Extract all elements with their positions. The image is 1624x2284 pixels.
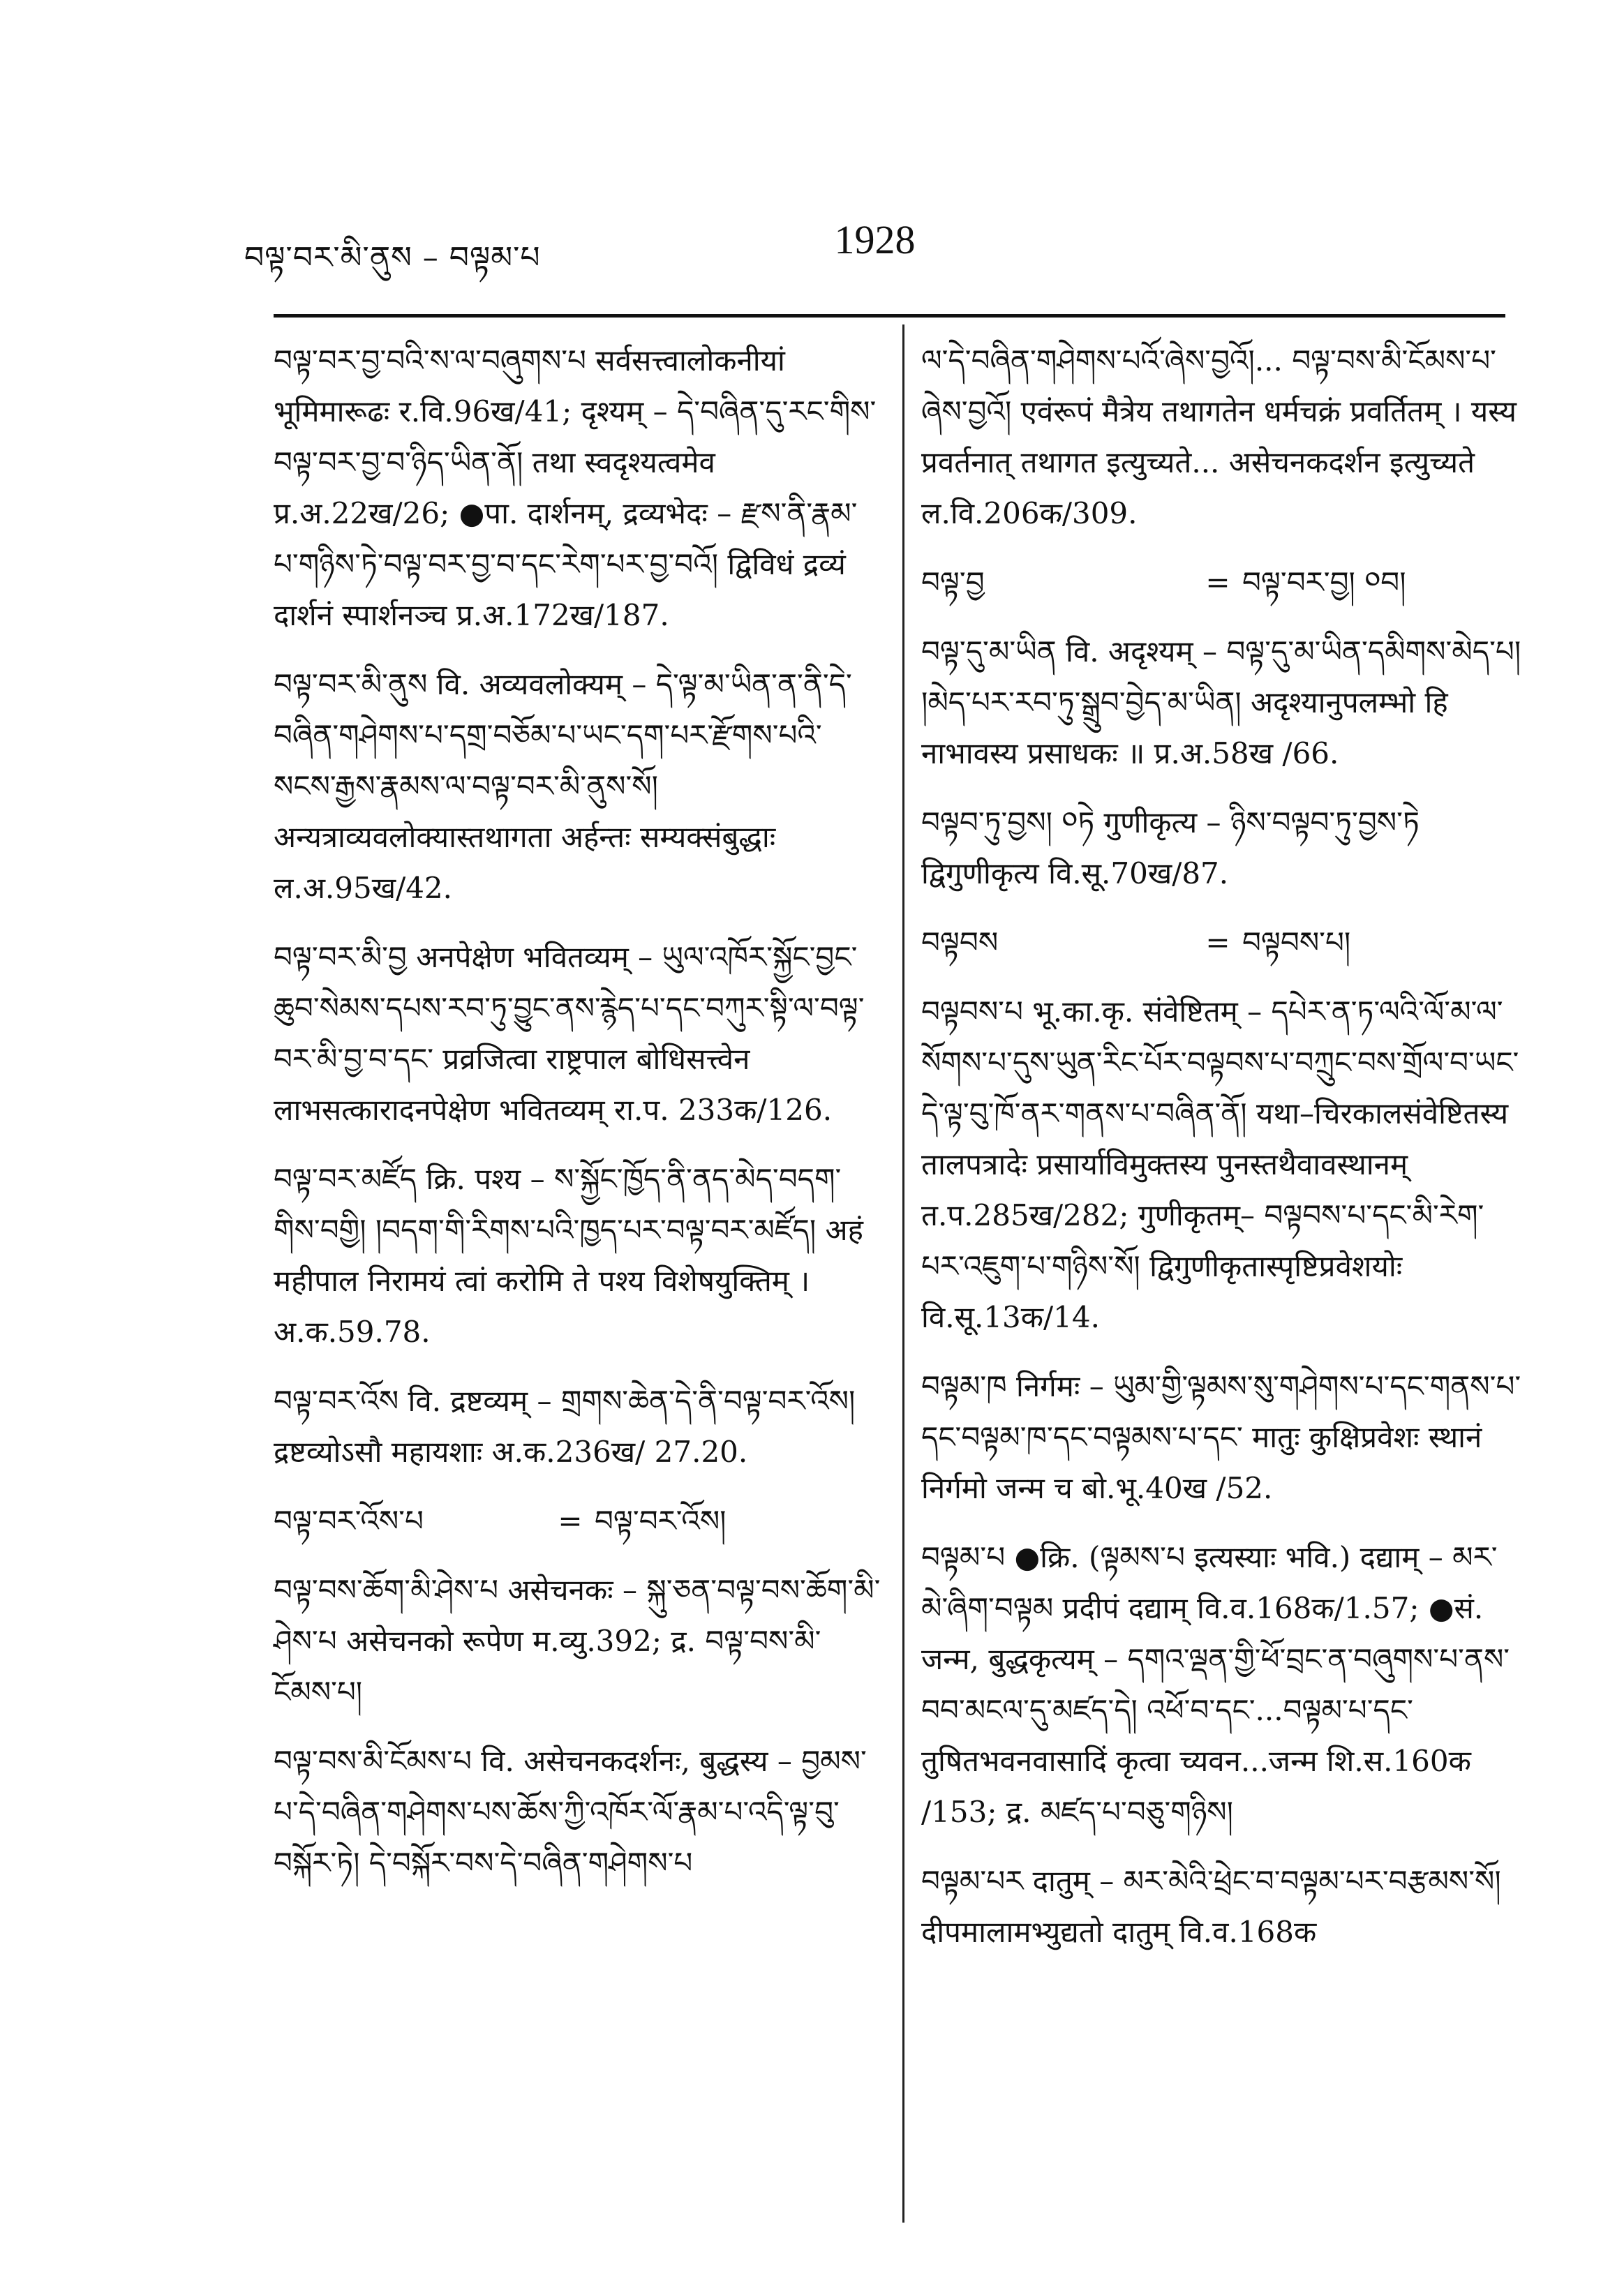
dictionary-entry: བལྟམ་ཁ निर्गमः – ཡུམ་གྱི་ལྟམས་སུ་གཤེགས་པ་དང་གནས་པ་དང་བལྟམ་ཁ་དང་བལྟམས་པ་དང་ मातुः कुक्षिप्रवेशः स्थानं निर्गमो जन्म च बो.भू.40ख /52. [921, 1369, 1521, 1505]
xref-headword: བལྟབས [921, 925, 999, 960]
dictionary-entry: བལྟ་བར་མི་བྱ अनपेक्षेण भवितव्यम् – ཡུལ་འཁོར་སྐྱོང་བྱང་ཆུབ་སེམས་དཔས་རབ་ཏུ་བྱུང་ནས་རྙེད་པ་དང་བཀུར་སྟི་ལ་བལྟ་བར་མི་བྱ་བ་དང་ प्रव्रजित्वा राष्ट्रपाल बोधिसत्त्वेन लाभसत्कारादनपेक्षेण भवितव्यम् रा.प. 233क/126. [274, 940, 865, 1127]
dictionary-entry: བལྟ་བར་བྱ་བའི་ས་ལ་བཞུགས་པ सर्वसत्त्वालोकनीयां भूमिमारूढः र.वि.96ख/41; दृश्यम् – དེ་བཞིན་དུ་རང་གིས་བལྟ་བར་བྱ་བ་ཉིད་ཡིན་ནོ། तथा स्वदृश्यत्वमेव प्र.अ.22ख/26; ●पा. दार्शनम्, द्रव्यभेदः – རྫས་ནི་རྣམ་པ་གཉིས་ཏེ་བལྟ་བར་བྱ་བ་དང་རེག་པར་བྱ་བའོ། द्विविधं द्रव्यं दार्शनं स्पार्शनञ्च प्र.अ.172ख/187. [274, 343, 877, 632]
xref-headword: བལྟ་བྱ [921, 565, 985, 599]
dictionary-entry: བལྟ་དུ་མ་ཡིན वि. अदृश्यम् – བལྟ་དུ་མ་ཡིན་དམིགས་མེད་པ། །མེད་པར་རབ་ཏུ་སྒྲུབ་བྱེད་མ་ཡིན། अदृश्यानुपलम्भो हि नाभावस्य प्रसाधकः ॥ प्र.अ.58ख /66. [921, 634, 1521, 770]
column-divider [902, 324, 904, 2223]
dictionary-entry: བལྟ་བར་འོས वि. द्रष्टव्यम् – གྲགས་ཆེན་དེ་ནི་བལྟ་བར་འོས། द्रष्टव्योऽसौ महायशाः अ.क.236ख/ 27.20. [274, 1384, 856, 1469]
dictionary-entry: བལྟ་བར་མི་ནུས वि. अव्यवलोक्यम् – དེ་ལྟ་མ་ཡིན་ན་ནི་དེ་བཞིན་གཤེགས་པ་དགྲ་བཅོམ་པ་ཡང་དག་པར་རྫོགས་པའི་སངས་རྒྱས་རྣམས་ལ་བལྟ་བར་མི་ནུས་སོ། अन्यत्राव्यवलोक्यास्तथागता अर्हन्तः सम्यक्संबुद्धाः ल.अ.95ख/42. [274, 667, 852, 905]
dictionary-entry: བལྟ་བར་མཛོད क्रि. पश्य – ས་སྐྱོང་ཁྱོད་ནི་ནད་མེད་བདག་གིས་བགྱི། །བདག་གི་རིགས་པའི་ཁྱད་པར་བལྟ་བར་མཛོད། अहं महीपाल निरामयं त्वां करोमि ते पश्य विशेषयुक्तिम् । अ.क.59.78. [274, 1162, 863, 1349]
equals-sign: = [1205, 565, 1230, 599]
cross-reference-entry [921, 917, 1521, 968]
dictionary-entry: བལྟམ་པར दातुम् – མར་མེའི་ཕྲེང་བ་བལྟམ་པར་བརྩམས་སོ། दीपमालामभ्युद्यतो दातुम् वि.व.168क [921, 1864, 1501, 1949]
page-header [244, 209, 1505, 276]
cross-reference-entry [274, 1495, 881, 1546]
xref-target: བལྟ་བར་འོས། [595, 1504, 727, 1538]
dictionary-entry: ལ་དེ་བཞིན་གཤེགས་པའོ་ཞེས་བྱའོ།... བལྟ་བས་མི་ངོམས་པ་ཞེས་བྱའོ། एवंरूपं मैत्रेय तथागतेन धर्मचक्रं प्रवर्तितम् । यस्य प्रवर्तनात् तथागत इत्युच्यते... असेचनकदर्शन इत्युच्यते ल.वि.206क/309. [921, 343, 1517, 530]
dictionary-entry: བལྟབས་པ भू.का.कृ. संवेष्टितम् – དཔེར་ན་ཏ་ལའི་ལོ་མ་ལ་སོགས་པ་དུས་ཡུན་རིང་པོར་བལྟབས་པ་བཀྲུང་བས་གྲོལ་བ་ཡང་དེ་ལྟ་བུ་ཁོ་ནར་གནས་པ་བཞིན་ནོ། यथा–चिरकालसंवेष्टितस्य तालपत्रादेः प्रसार्याविमुक्तस्य पुनस्तथैवावस्थानम् त.प.285ख/282; गुणीकृतम्– བལྟབས་པ་དང་མི་རེག་པར་འཇུག་པ་གཉིས་སོ། द्विगुणीकृतास्पृष्टिप्रवेशयोः वि.सू.13क/14. [921, 994, 1519, 1334]
xref-headword: བལྟ་བར་འོས་པ [274, 1504, 424, 1538]
dictionary-entry: བལྟ་བས་མི་ངོམས་པ वि. असेचनकदर्शनः, बुद्धस्य – བྱམས་པ་དེ་བཞིན་གཤེགས་པས་ཆོས་ཀྱི་འཁོར་ལོ་རྣམ་པ་འདི་ལྟ་བུ་བསྐོར་ཏེ། དེ་བསྐོར་བས་དེ་བཞིན་གཤེགས་པ [274, 1744, 867, 1880]
equals-sign: = [558, 1504, 583, 1538]
running-head: བལྟ་བར་མི་ནུས – བལྟམ་པ [244, 240, 541, 276]
dictionary-entry: བལྟབ་ཏུ་བྱས། ༠ཏེ गुणीकृत्य – ཉིས་བལྟབ་ཏུ་བྱས་ཏེ द्विगुणीकृत्य वि.सू.70ख/87. [921, 805, 1420, 890]
equals-sign: = [1205, 925, 1230, 960]
xref-target: བལྟབས་པ། [1242, 925, 1351, 960]
dictionary-entry: བལྟ་བས་ཆོག་མི་ཤེས་པ असेचनकः – སྐུ་ཅན་བལྟ་བས་ཆོག་མི་ཤེས་པ असेचनको रूपेण म.व्यु.392; द्र. བལྟ་བས་མི་ངོམས་པ། [274, 1573, 881, 1709]
header-rule [274, 314, 1505, 318]
cross-reference-entry [921, 557, 1521, 608]
left-column [274, 335, 881, 1906]
right-column [921, 335, 1521, 1976]
dictionary-entry: བལྟམ་པ ●क्रि. (ལྟམས་པ इत्यस्याः भवि.) दद्याम् – མར་མེ་ཞིག་བལྟམ प्रदीपं दद्याम् वि.व.168क/1.57; ●सं. जन्म, बुद्धकृत्यम् – དགའ་ལྡན་གྱི་ཕོ་བྲང་ན་བཞུགས་པ་ནས་བབ་མངལ་དུ་མཛད་དེ། འཕོ་བ་དང་...བལྟམ་པ་དང་ तुषितभवनवासादिं कृत्वा च्यवन...जन्म शि.स.160क /153; द्र. མཛད་པ་བཅུ་གཉིས། [921, 1540, 1510, 1829]
xref-target: བལྟ་བར་བྱ། ༠བ། [1242, 565, 1406, 599]
page-number: 1928 [834, 217, 916, 262]
